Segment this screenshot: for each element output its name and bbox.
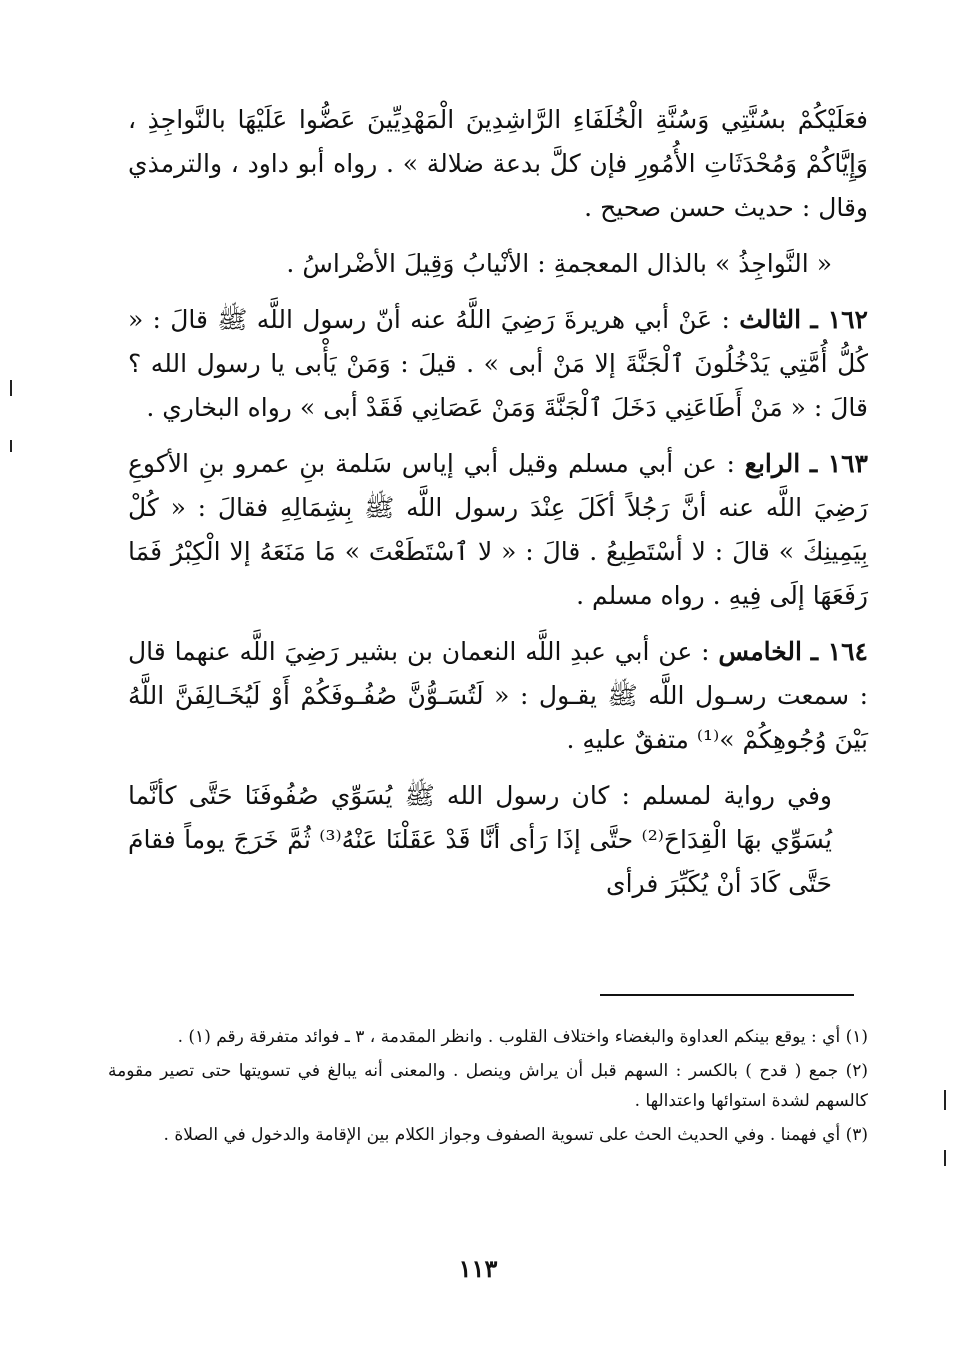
paragraph-gloss [128, 242, 868, 286]
scan-edge-mark [944, 1150, 946, 1166]
paragraph-continuation [128, 98, 868, 230]
hadith-text: : عن أبي عبدِ اللَّه النعمان بن بشير رَضِيَ اللَّه عنهما قال : سمعت رسـول اللَّه ﷺ يقـول : « لَتُسَـوُّنَّ صُفُـوفَكُمْ أَوْ لَيُخَـالِفَنَّ اللَّهُ بَيْنَ وُجُوهِكُمْ »⁽¹⁾ متفقٌ عليهِ . [128, 637, 868, 754]
page-number: ١١٣ [458, 1254, 498, 1283]
hadith-number: ١٦٤ ـ [810, 637, 868, 666]
hadith-162 [128, 298, 868, 430]
paragraph-muslim-narration [128, 774, 868, 906]
footnote-3: (٣) أي فهمنا . وفي الحديث الحث على تسوية الصفوف وجواز الكلام بين الإقامة والدخول في الصلاة . [163, 1125, 868, 1145]
scan-edge-mark [944, 1090, 946, 1110]
hadith-title: الثالث [739, 305, 802, 334]
footnote-1: (١) أي : يوقع بينكم العداوة والبغضاء واختلاف القلوب . وانظر المقدمة ، ٣ ـ فوائد متفرقة رقم (١) . [177, 1027, 868, 1047]
scan-edge-mark [10, 380, 12, 396]
hadith-164 [128, 630, 868, 762]
paragraph-text: فعَلَيْكُمْ بسُنَّتِي وَسُنَّةِ الْخُلَفَاءِ الرَّاشِدِينَ الْمَهْدِيِّينَ عَضُّوا عَلَيْهَا بالنَّواجِذِ ، وَإِيَّاكُمْ وَمُحْدَثَاتِ الأُمُورِ فإن كلَّ بدعة ضلالة » . رواه أبو داود ، والترمذي وقال : حديث حسن صحيح . [128, 105, 868, 222]
hadith-text: : عَنْ أبي هريرةَ رَضِيَ اللَّهُ عنه أنّ رسول اللَّه ﷺ قالَ : « كُلُّ أُمَّتِي يَدْخُلُونَ ٱلْجَنَّةَ إلا مَنْ أبى » . قيلَ : وَمَنْ يَأْبى يا رسول الله ؟ قالَ : « مَنْ أَطَاعَنِي دَخَلَ ٱلْجَنَّةَ وَمَنْ عَصَانِي فَقَدْ أبى » رواه البخاري . [128, 305, 868, 422]
hadith-title: الخامس [718, 637, 802, 666]
hadith-title: الرابع [744, 449, 801, 478]
hadith-text: : عن أبي مسلم وقيل أبي إياس سَلمة بنِ عمرو بنِ الأكوعِ رَضِيَ اللَّه عنه أنَّ رَجُلاً أكَلَ عِنْدَ رسول اللَّه ﷺ بِشِمَالِهِ فقالَ : « كُلْ بِيَمِينِكَ » قالَ : لا أسْتَطِيعُ . قالَ : « لا ٱسْتَطَعْتَ » مَا مَنَعَهُ إلا الْكِبْرُ فَمَا رَفَعَهَا إلَى فِيهِ . رواه مسلم . [128, 449, 868, 610]
footnote-2: (٢) جمع ( قدح ) بالكسر : السهم قبل أن يراش وينصل . والمعنى أنه يبالغ في تسويتها حتى تصير مقومة كالسهم لشدة استوائها واعتدالها . [108, 1061, 868, 1111]
hadith-number: ١٦٣ ـ [809, 449, 868, 478]
paragraph-text: « النَّواجِذُ » بالذال المعجمةِ : الأنْيابُ وَقِيلَ الأضْراسُ . [286, 249, 832, 278]
footnote-separator [600, 994, 854, 996]
hadith-number: ١٦٢ ـ [810, 305, 868, 334]
main-text [128, 98, 868, 906]
paragraph-text: وفي رواية لمسلم : كان رسول الله ﷺ يُسَوِّي صُفُوفَنَا حَتَّى كأنَّما يُسَوِّي بهَا الْقِدَاحَ⁽²⁾ حتَّى إذَا رَأى أنَّا قَدْ عَقَلْنَا عَنْهُ⁽³⁾ ثُمَّ خَرَجَ يوماً فقامَ حَتَّى كَادَ أنْ يُكَبِّرَ فرأى [128, 781, 832, 898]
hadith-163 [128, 442, 868, 618]
scan-edge-mark [10, 440, 12, 452]
footnotes [108, 1022, 868, 1154]
